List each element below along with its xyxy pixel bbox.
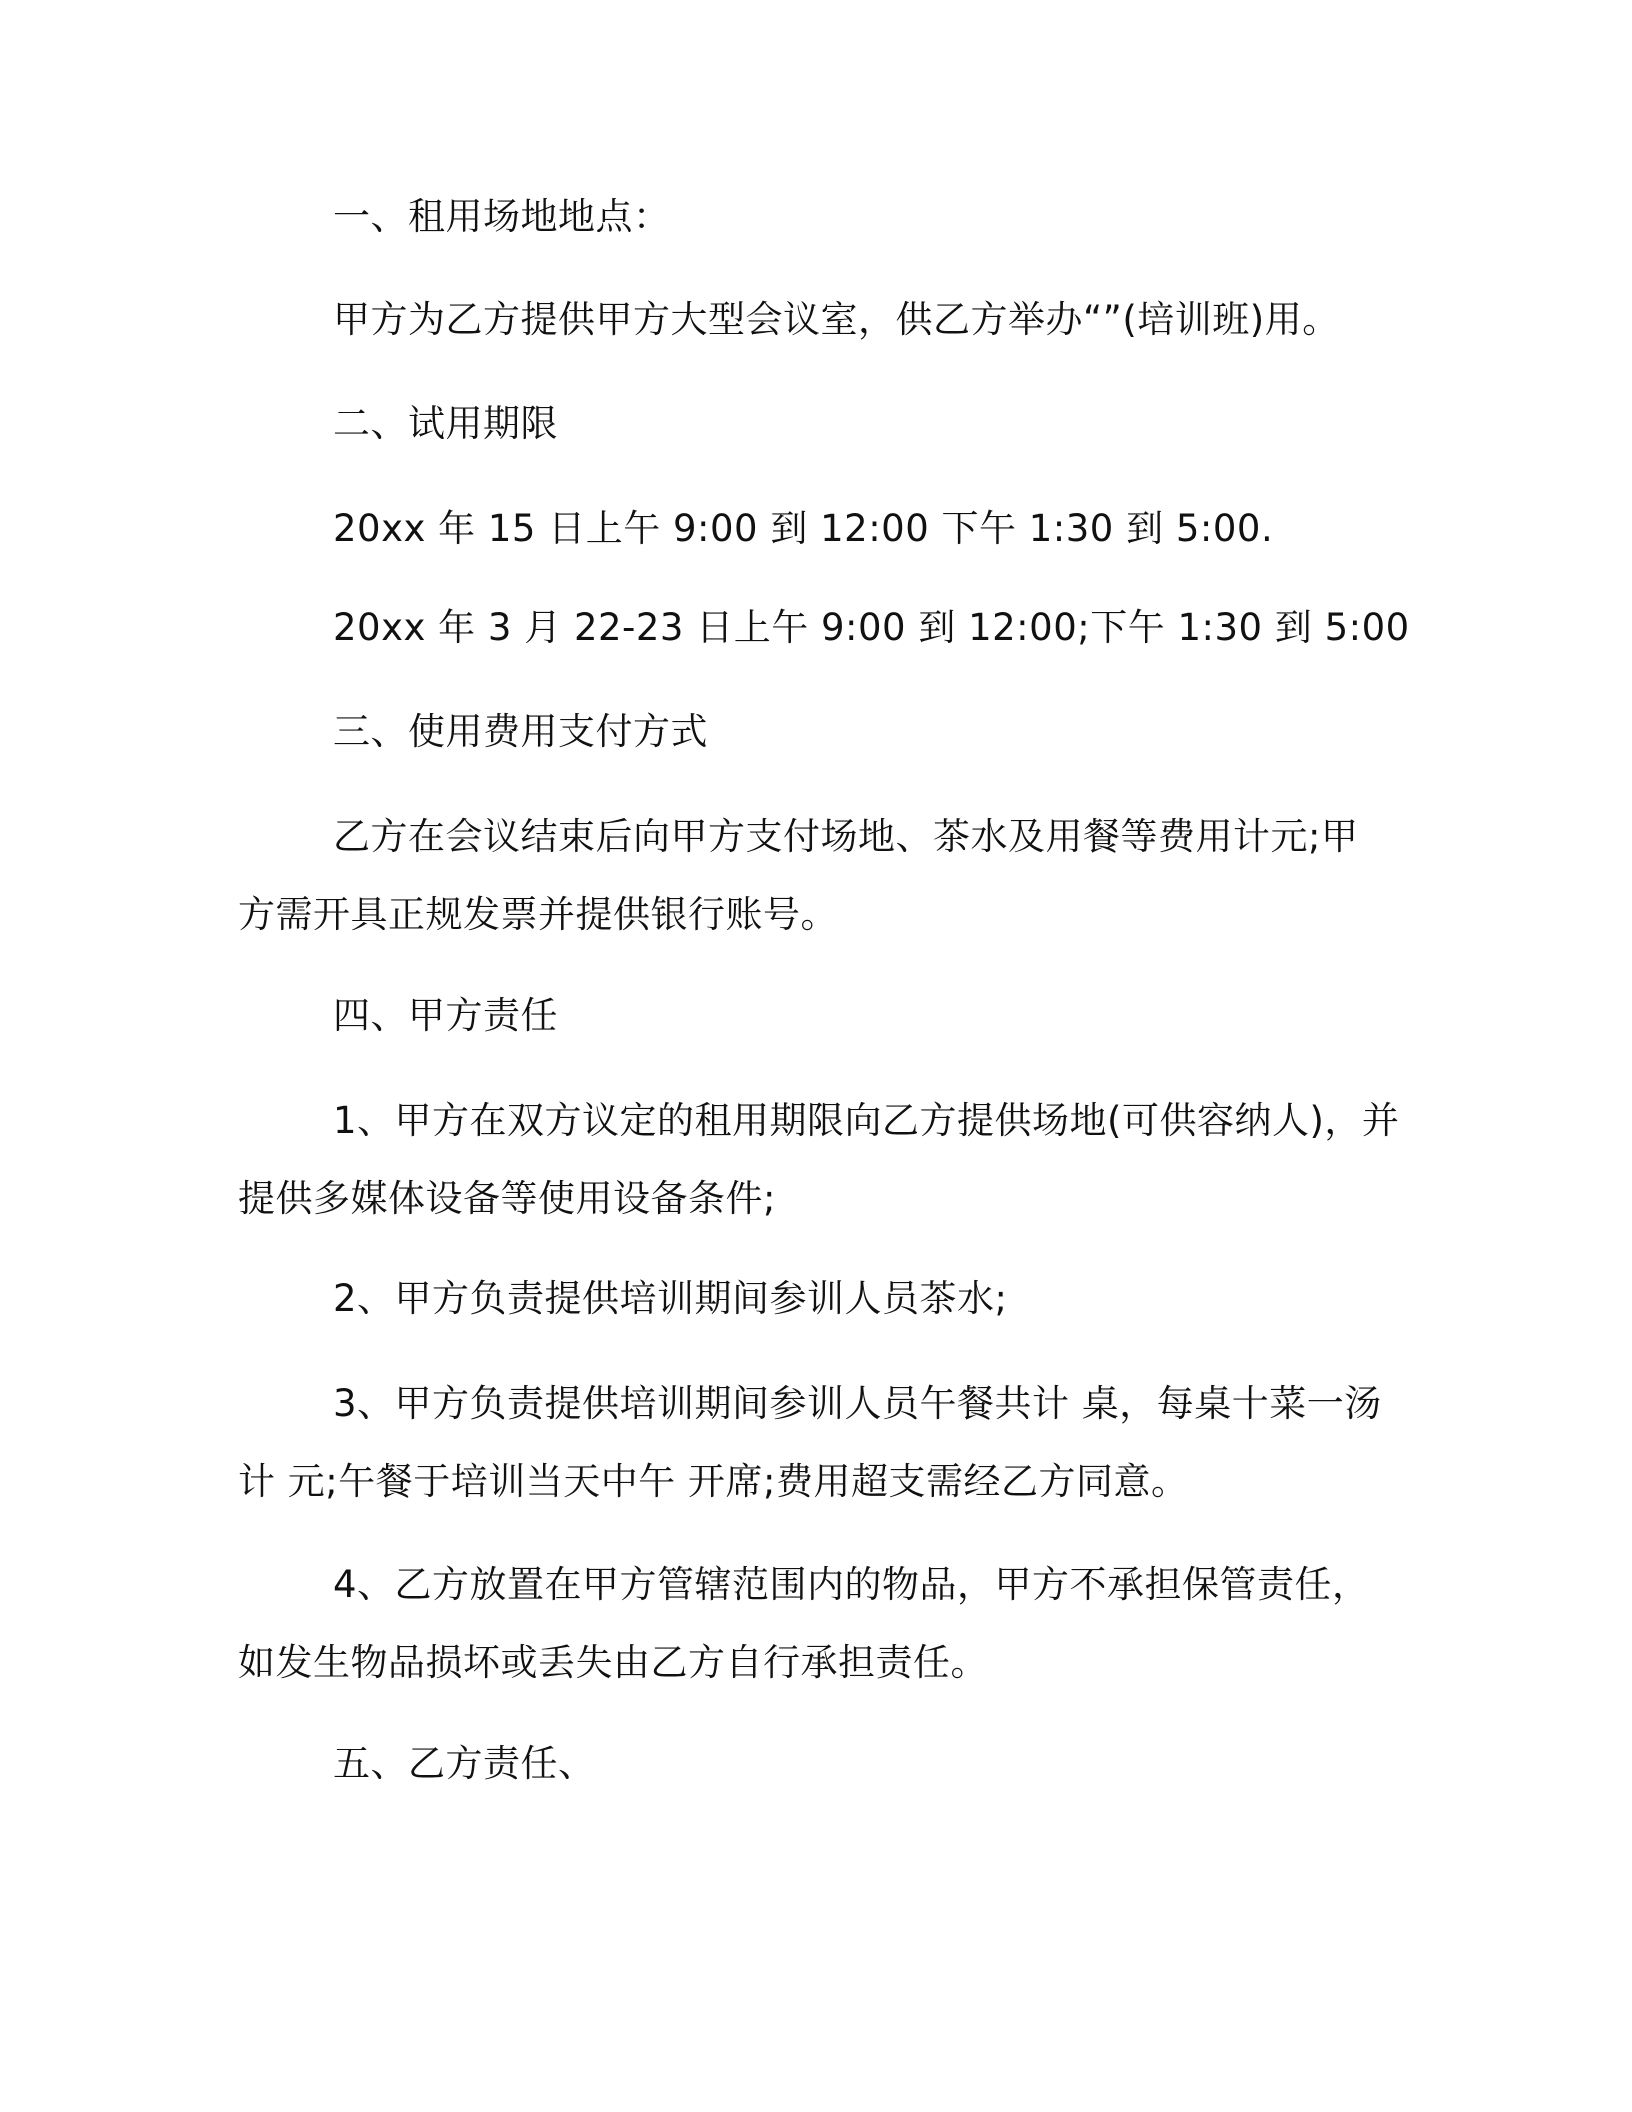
- text-line: 提供多媒体设备等使用设备条件;: [238, 1177, 776, 1220]
- text-line: 3、甲方负责提供培训期间参训人员午餐共计 桌，每桌十菜一汤: [333, 1382, 1382, 1425]
- section-heading-4: [238, 977, 1394, 1055]
- text-line: 4、乙方放置在甲方管辖范围内的物品，甲方不承担保管责任，: [333, 1563, 1370, 1606]
- paragraph-item-3: [238, 1365, 1394, 1521]
- paragraph-date-2: [238, 589, 1410, 667]
- section-heading-2: [238, 385, 1394, 463]
- section-heading-5: [238, 1725, 1394, 1803]
- section-heading-1: [238, 178, 1394, 256]
- text-line: 四、甲方责任: [333, 994, 558, 1037]
- paragraph-date-1: [238, 490, 1394, 568]
- paragraph-item-2: [238, 1260, 1394, 1338]
- text-line: 五、乙方责任、: [333, 1742, 596, 1785]
- text-line: 方需开具正规发票并提供银行账号。: [238, 893, 838, 936]
- text-line: 如发生物品损坏或丢失由乙方自行承担责任。: [238, 1641, 988, 1684]
- paragraph-item-1: [238, 1082, 1400, 1238]
- paragraph-item-4: [238, 1546, 1394, 1702]
- text-line: 甲方为乙方提供甲方大型会议室，供乙方举办“”(培训班)用。: [333, 298, 1340, 341]
- text-line: 乙方在会议结束后向甲方支付场地、茶水及用餐等费用计元;甲: [333, 815, 1359, 858]
- text-line: 二、试用期限: [333, 402, 558, 445]
- text-line: 1、甲方在双方议定的租用期限向乙方提供场地(可供容纳人)，并: [333, 1099, 1400, 1142]
- text-line: 2、甲方负责提供培训期间参训人员茶水;: [333, 1277, 1008, 1320]
- text-line: 20xx 年 3 月 22-23 日上午 9:00 到 12:00;下午 1:30 到 5:00: [333, 606, 1410, 649]
- paragraph-payment: [238, 798, 1394, 954]
- paragraph-venue: [238, 281, 1394, 359]
- text-line: 20xx 年 15 日上午 9:00 到 12:00 下午 1:30 到 5:00.: [333, 507, 1274, 550]
- section-heading-3: [238, 693, 1394, 771]
- text-line: 三、使用费用支付方式: [333, 710, 708, 753]
- text-line: 计 元;午餐于培训当天中午 开席;费用超支需经乙方同意。: [238, 1460, 1189, 1503]
- text-line: 一、租用场地地点：: [333, 195, 671, 238]
